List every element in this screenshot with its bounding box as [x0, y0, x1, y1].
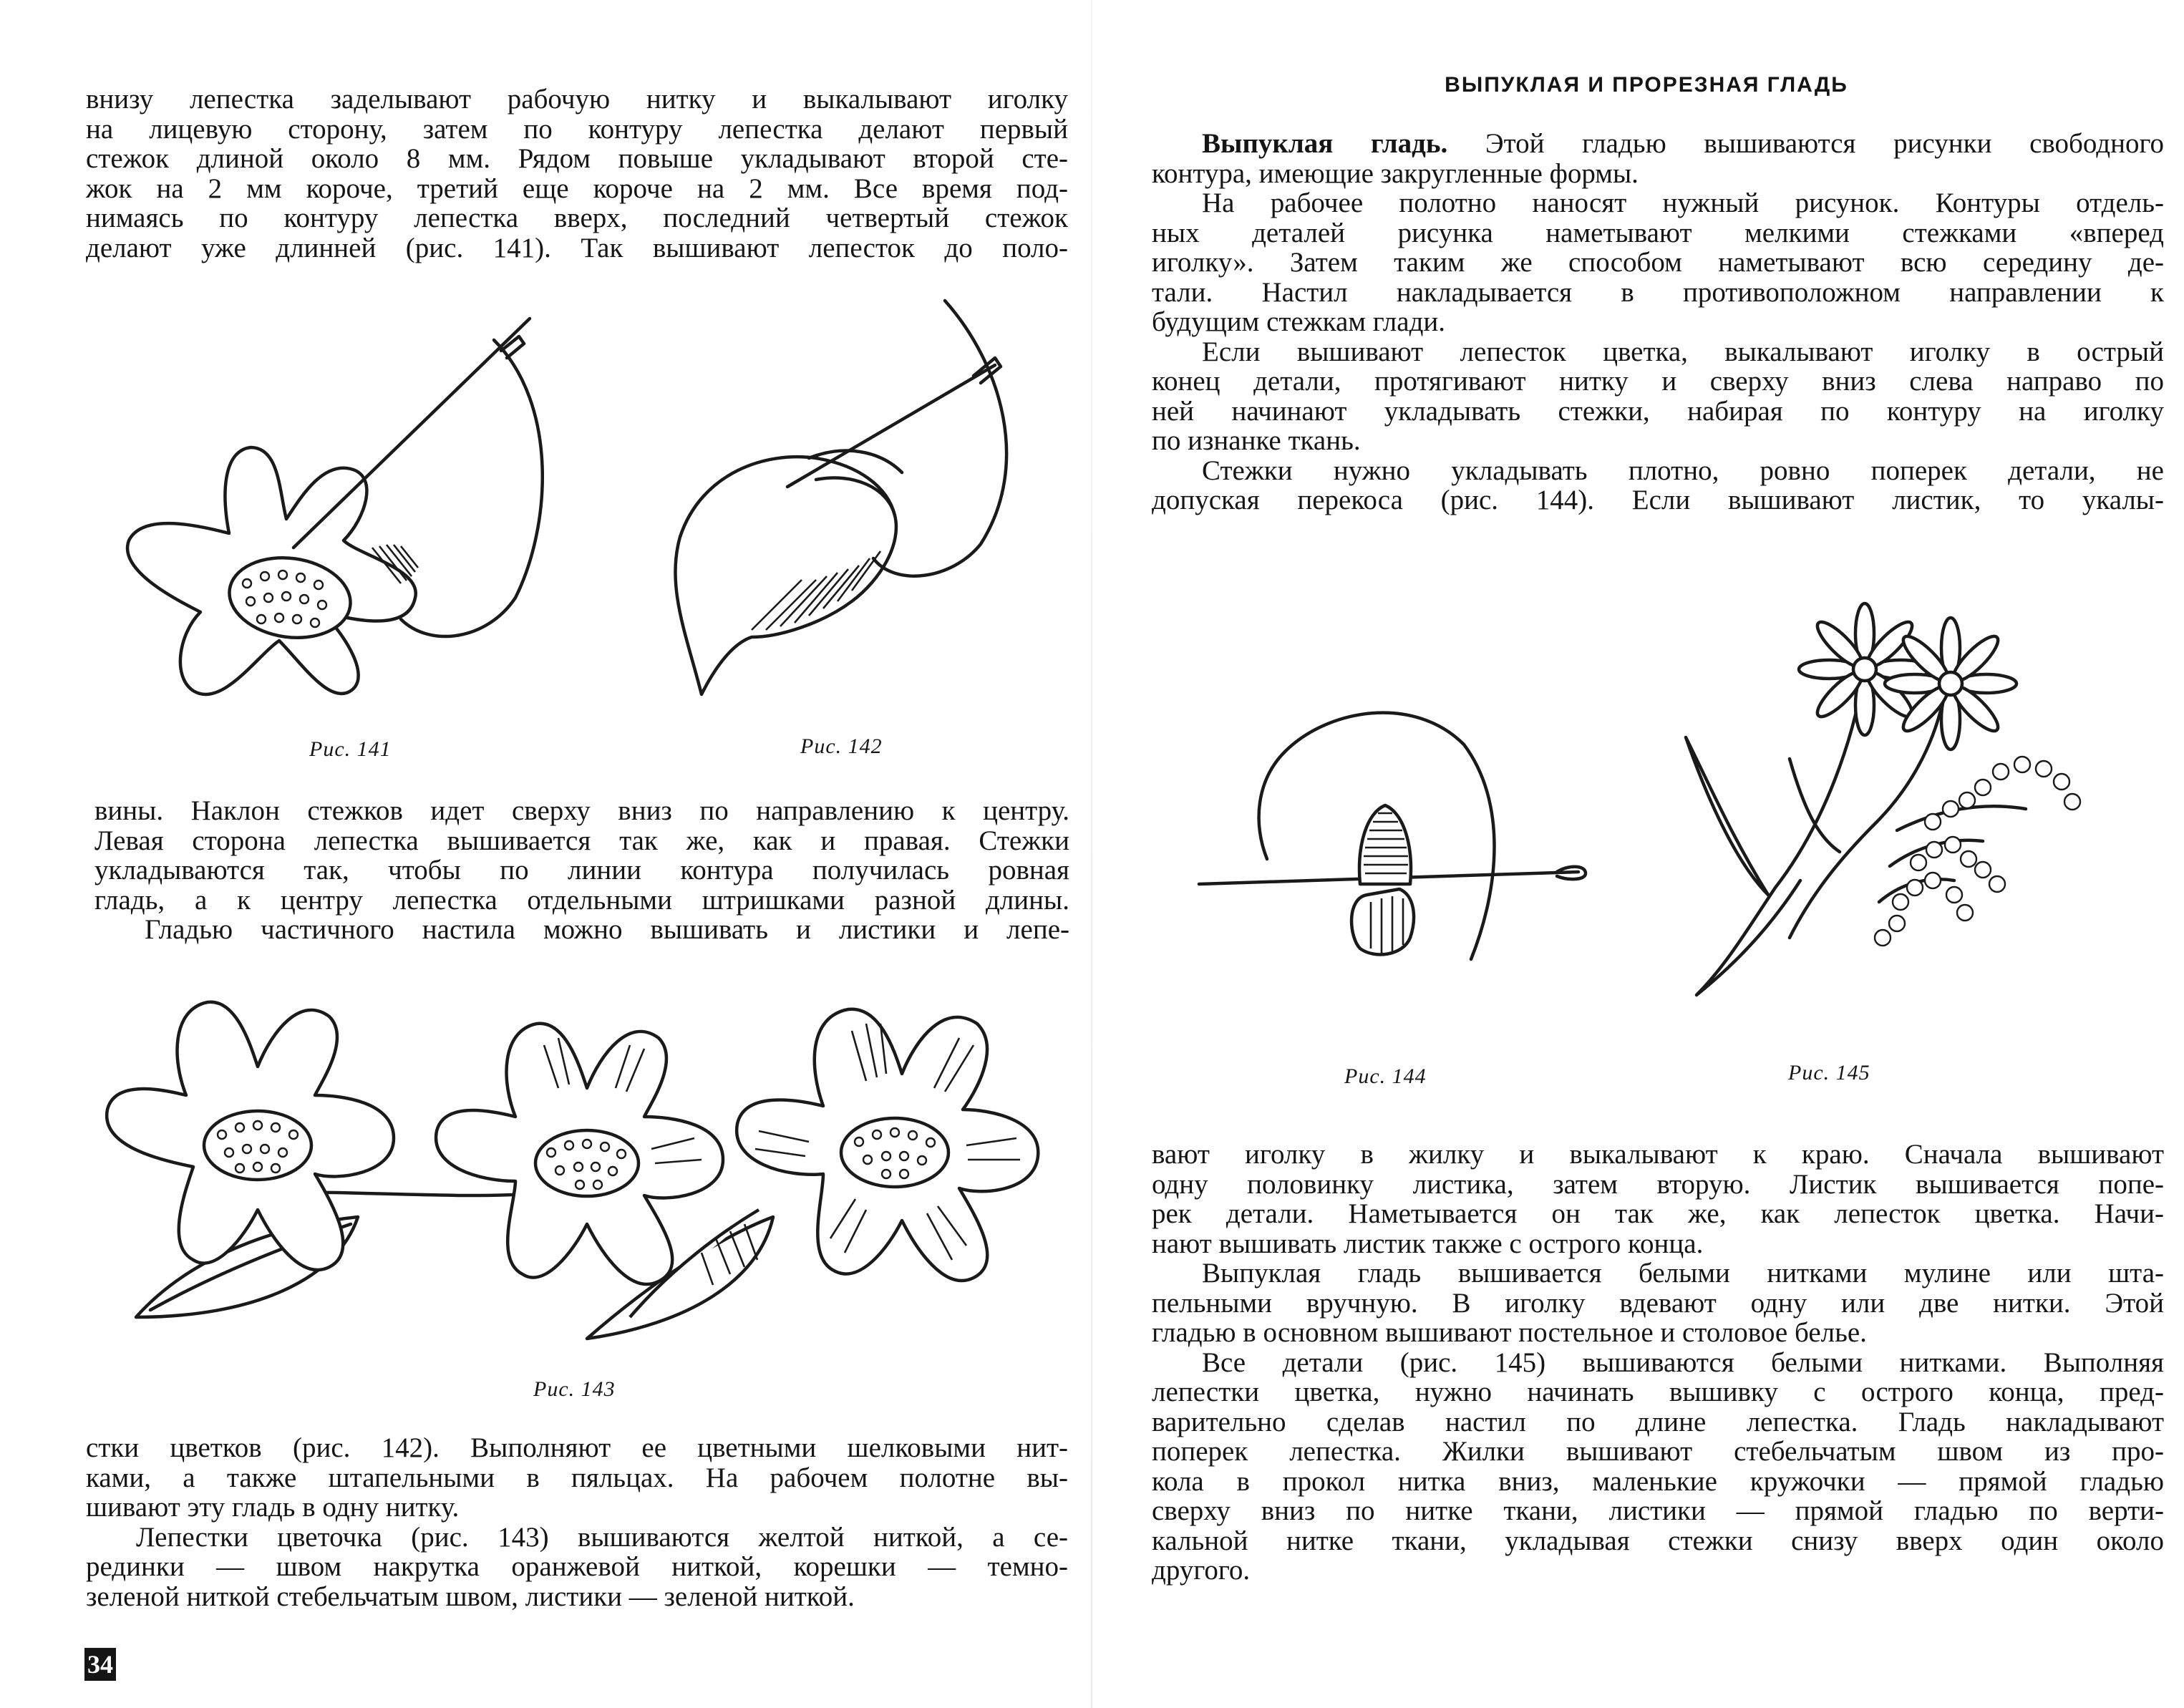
term-heading: Выпуклая гладь.: [1202, 128, 1448, 159]
text-line: сверху вниз по нитке ткани, листики — прямой гладью по верти-: [1152, 1495, 2164, 1526]
fig144-caption: Рис. 144: [1344, 1064, 1427, 1088]
text-line: Левая сторона лепестка вышивается так же, как и правая. Стежки: [94, 825, 1069, 856]
text-line: Если вышивают лепесток цветка, выкалывают иголку в острый: [1202, 336, 2164, 367]
text-line: укладываются так, чтобы по линии контура получилась ровная: [94, 855, 1069, 885]
left-paragraph-top: [86, 84, 1068, 263]
text-line: кальной нитке ткани, укладывая стежки снизу вверх один около: [1152, 1525, 2164, 1556]
text-line: нают вышивать листик также с острого конца.: [1152, 1228, 1704, 1259]
fig141-illustration: [115, 319, 558, 727]
text-line: иголку». Затем таким же способом наметывают всю середину де-: [1152, 247, 2164, 278]
text-line: зеленой ниткой стебельчатым швом, листики — зеленой ниткой.: [86, 1581, 855, 1612]
text-line: жок на 2 мм короче, третий еще короче на 2 мм. Все время под-: [86, 173, 1068, 204]
fig142-caption: Рис. 142: [800, 734, 883, 758]
section-heading: ВЫПУКЛАЯ И ПРОРЕЗНАЯ ГЛАДЬ: [1445, 73, 1848, 97]
text-line-rest: Этой гладью вышиваются рисунки свободного: [1447, 128, 2164, 159]
text-line: ней начинают укладывать стежки, набирая по контуру на иголку: [1152, 395, 2164, 427]
text-line: на лицевую сторону, затем по контуру лепестка делают первый: [86, 113, 1068, 145]
text-line: другого.: [1152, 1555, 1251, 1586]
fig142-illustration: [644, 301, 1045, 730]
text-line: конец детали, протягивают нитку и сверху вниз слева направо по: [1152, 366, 2164, 397]
text-line: рединки — швом накрутка оранжевой ниткой, корешки — темно-: [86, 1551, 1068, 1582]
text-line: Все детали (рис. 145) вышиваются белыми нитками. Выполняя: [1202, 1346, 2164, 1378]
page-number: 34: [84, 1648, 116, 1681]
right-page: [1092, 0, 2184, 1708]
text-line: рек детали. Наметывается он так же, как лепесток цветка. Начи-: [1152, 1198, 2164, 1229]
fig141-caption: Рис. 141: [309, 737, 392, 761]
fig144-illustration: [1199, 702, 1600, 974]
text-line: На рабочее полотно наносят нужный рисунок. Контуры отдель-: [1202, 188, 2164, 218]
fig143-illustration: [86, 981, 1045, 1367]
text-line: по изнанке ткань.: [1152, 425, 1361, 456]
text-line: одну половинку листика, затем вторую. Листик вышивается попе-: [1152, 1168, 2164, 1200]
text-line: стежок длиной около 8 мм. Рядом повыше укладывают второй сте-: [86, 143, 1068, 174]
fig143-caption: Рис. 143: [533, 1377, 616, 1401]
text-line: тали. Настил накладывается в противоположном направлении к: [1152, 276, 2164, 308]
text-line: шивают эту гладь в одну нитку.: [86, 1492, 460, 1523]
fig145-illustration: [1682, 594, 2126, 1016]
text-line: поперек лепестка. Жилки вышивают стебельчатым швом из про-: [1152, 1436, 2164, 1467]
text-line: Гладью частичного настила можно вышивать и листики и лепе-: [145, 914, 1069, 945]
text-line: будущим стежкам глади.: [1152, 306, 1446, 337]
text-line: пельными вручную. В иголку вдевают одну или две нитки. Этой: [1152, 1287, 2164, 1319]
text-line: вают иголку в жилку и выкалывают к краю. Сначала вышивают: [1152, 1139, 2164, 1170]
text-line: [1152, 129, 2164, 159]
right-paragraph-bottom: [1152, 1140, 2164, 1586]
text-line: внизу лепестка заделывают рабочую нитку и выкалывают иголку: [86, 84, 1068, 115]
text-line: лепестки цветка, нужно начинать вышивку с острого конца, пред-: [1152, 1377, 2164, 1407]
text-line: стки цветков (рис. 142). Выполняют ее цветными шелковыми нит-: [86, 1432, 1068, 1463]
text-line: нимаясь по контуру лепестка вверх, последний четвертый стежок: [86, 203, 1068, 233]
text-line: варительно сделав настил по длине лепестка. Гладь накладывают: [1152, 1406, 2164, 1437]
left-paragraph-middle: [94, 796, 1069, 945]
text-line: Лепестки цветочка (рис. 143) вышиваются желтой ниткой, а се-: [136, 1521, 1068, 1553]
text-line: гладь, а к центру лепестка отдельными штришками разной длины.: [94, 884, 1069, 916]
text-line: Стежки нужно укладывать плотно, ровно поперек детали, не: [1202, 455, 2164, 486]
text-line: ками, а также штапельными в пяльцах. На рабочем полотне вы-: [86, 1462, 1068, 1493]
text-line: делают уже длинней (рис. 141). Так вышивают лепесток до поло-: [86, 232, 1068, 263]
text-line: кола в прокол нитка вниз, маленькие кружочки — прямой гладью: [1152, 1465, 2164, 1497]
text-line: допуская перекоса (рис. 144). Если вышивают листик, то укалы-: [1152, 485, 2164, 515]
fig145-caption: Рис. 145: [1788, 1061, 1870, 1085]
text-line: контура, имеющие закругленные формы.: [1152, 157, 1639, 189]
text-line: гладью в основном вышивают постельное и столовое белье.: [1152, 1317, 1867, 1348]
text-line: вины. Наклон стежков идет сверху вниз по направлению к центру.: [94, 795, 1069, 826]
text-line: ных деталей рисунка наметывают мелкими стежками «вперед: [1152, 217, 2164, 248]
left-paragraph-bottom: [86, 1433, 1068, 1611]
text-line: Выпуклая гладь вышивается белыми нитками мулине или шта-: [1202, 1258, 2164, 1289]
right-paragraph-top: [1152, 129, 2164, 515]
